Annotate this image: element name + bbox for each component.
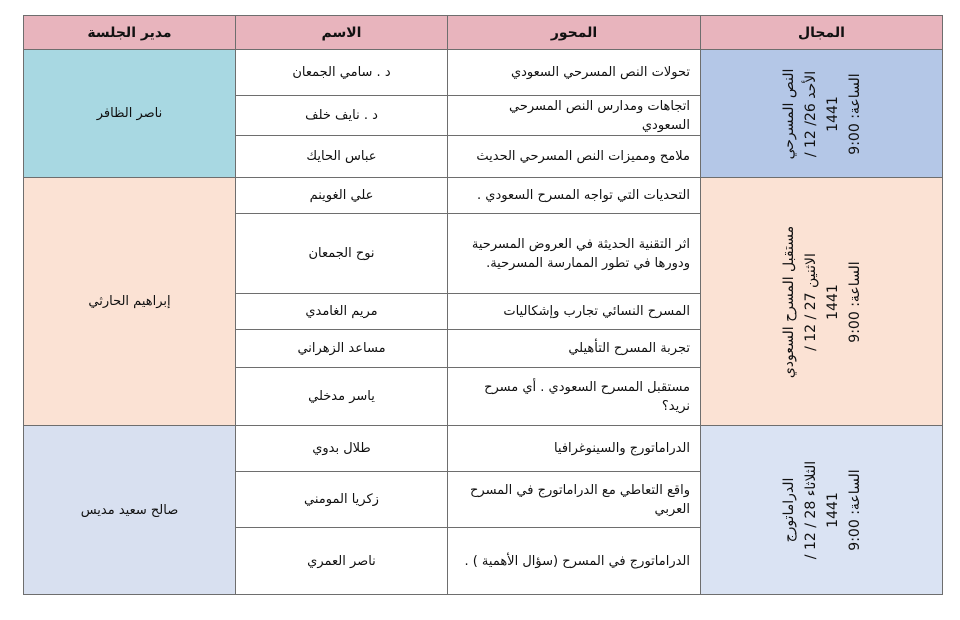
speaker-name: د . سامي الجمعان bbox=[236, 50, 448, 96]
domain-date: الثلاثاء 28 / 12 / bbox=[802, 460, 819, 560]
session-manager: ناصر الظافر bbox=[24, 50, 236, 178]
session-axis: الدراماتورج في المسرح (سؤال الأهمية ) . bbox=[448, 528, 701, 595]
session-manager: إبراهيم الحارثي bbox=[24, 178, 236, 426]
domain-time: الساعة: 9:00 bbox=[846, 72, 863, 155]
session-axis: تجربة المسرح التأهيلي bbox=[448, 330, 701, 368]
table-row bbox=[24, 426, 943, 472]
header-name: الاسم bbox=[236, 16, 448, 50]
speaker-name: نوح الجمعان bbox=[236, 214, 448, 294]
domain-year: 1441 bbox=[824, 283, 841, 320]
table-row bbox=[24, 50, 943, 96]
session-axis: اثر التقنية الحديثة في العروض المسرحية ودورها في تطور الممارسة المسرحية. bbox=[448, 214, 701, 294]
sessions-table bbox=[23, 15, 943, 595]
session-axis: واقع التعاطي مع الدراماتورج في المسرح العربي bbox=[448, 472, 701, 528]
speaker-name: د . نايف خلف bbox=[236, 96, 448, 136]
header-axis: المحور bbox=[448, 16, 701, 50]
speaker-name: عباس الحايك bbox=[236, 136, 448, 178]
speaker-name: مساعد الزهراني bbox=[236, 330, 448, 368]
session-domain bbox=[701, 50, 943, 178]
domain-title: مستقبل المسرح السعودي bbox=[780, 225, 797, 378]
speaker-name: ناصر العمري bbox=[236, 528, 448, 595]
speaker-name: ياسر مدخلي bbox=[236, 368, 448, 426]
speaker-name: زكريا المومني bbox=[236, 472, 448, 528]
session-manager: صالح سعيد مديس bbox=[24, 426, 236, 595]
speaker-name: طلال بدوي bbox=[236, 426, 448, 472]
session-axis: اتجاهات ومدارس النص المسرحي السعودي bbox=[448, 96, 701, 136]
header-manager: مدير الجلسة bbox=[24, 16, 236, 50]
session-axis: تحولات النص المسرحي السعودي bbox=[448, 50, 701, 96]
domain-year: 1441 bbox=[824, 95, 841, 132]
header-row bbox=[24, 16, 943, 50]
domain-title: الدراماتورج bbox=[780, 477, 797, 543]
session-axis: ملامح ومميزات النص المسرحي الحديث bbox=[448, 136, 701, 178]
domain-time: الساعة: 9:00 bbox=[846, 469, 863, 551]
domain-title: النص المسرحي bbox=[780, 68, 797, 159]
speaker-name: مريم الغامدي bbox=[236, 294, 448, 330]
session-axis: المسرح النسائي تجارب وإشكاليات bbox=[448, 294, 701, 330]
session-axis: مستقبل المسرح السعودي . أي مسرح نريد؟ bbox=[448, 368, 701, 426]
table-row bbox=[24, 178, 943, 214]
domain-year: 1441 bbox=[824, 492, 841, 528]
session-axis: التحديات التي تواجه المسرح السعودي . bbox=[448, 178, 701, 214]
domain-date: الأحد 26/ 12 / bbox=[802, 70, 819, 157]
session-domain bbox=[701, 426, 943, 595]
session-domain bbox=[701, 178, 943, 426]
domain-time: الساعة: 9:00 bbox=[846, 260, 863, 343]
speaker-name: علي الغوينم bbox=[236, 178, 448, 214]
header-domain: المجال bbox=[701, 16, 943, 50]
domain-date: الاثنين 27 / 12 / bbox=[802, 252, 819, 351]
session-axis: الدراماتورج والسينوغرافيا bbox=[448, 426, 701, 472]
